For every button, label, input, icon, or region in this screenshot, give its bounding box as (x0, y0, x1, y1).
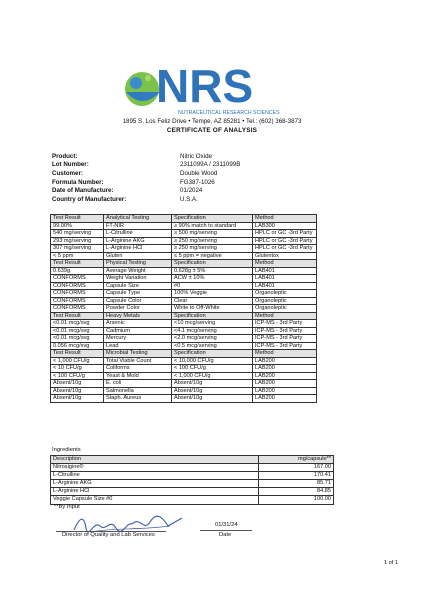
ingredient-row (51, 472, 334, 480)
header-cell: Specification (172, 215, 253, 223)
table-cell: 0.056 mcg/svg (51, 342, 104, 350)
table-cell: Absent/10g (172, 380, 253, 388)
table-cell: < 100 CFU/g (51, 372, 104, 380)
table-row (51, 372, 317, 380)
info-value: 2311099A / 2311099B (180, 161, 241, 169)
table-cell: LAB300 (253, 222, 317, 230)
table-cell: Absent/10g (172, 395, 253, 403)
ingredient-row (51, 496, 334, 504)
table-cell: ≥ 250 mg/serving (172, 237, 253, 245)
table-cell: White to Off-White (172, 305, 253, 313)
analysis-table (50, 214, 317, 403)
table-cell: CONFORMS (51, 275, 104, 283)
table-row (51, 237, 317, 245)
header-cell: Heavy Metals (104, 312, 172, 320)
header-cell: Method (253, 215, 317, 223)
table-cell: ICP-MS - 3rd Party (253, 327, 317, 335)
header-cell: mg/capsule** (259, 456, 334, 464)
table-row (51, 335, 317, 343)
table-cell: HPLC or GC -3rd Party (253, 237, 317, 245)
ingredient-amount: 84.85 (259, 488, 334, 496)
table-cell: < 5 ppm (51, 252, 104, 260)
table-cell: CONFORMS (51, 305, 104, 313)
ingredients-footnote: **By Input (54, 504, 80, 510)
table-cell: < 1,000 CFU/g (51, 357, 104, 365)
table-row (51, 252, 317, 260)
table-cell: Absent/10g (51, 395, 104, 403)
header-cell: Analytical Testing (104, 215, 172, 223)
table-cell: CONFORMS (51, 290, 104, 298)
table-cell: LAB200 (253, 395, 317, 403)
company-address: 1895 S. Los Feliz Drive • Tempe, AZ 85281 • Tel.: (602) 368-3873 (122, 118, 302, 125)
table-header-row (51, 350, 317, 358)
page-number: 1 of 1 (384, 560, 398, 566)
table-cell: Capsule Color (104, 297, 172, 305)
header-cell: Specification (172, 260, 253, 268)
table-cell: 293 mg/serving (51, 237, 104, 245)
table-row (51, 267, 317, 275)
table-row (51, 357, 317, 365)
ingredient-name: L-Citrulline (51, 472, 259, 480)
table-row (51, 387, 317, 395)
table-cell: L-Arginine HCl (104, 245, 172, 253)
header-cell: Test Result (51, 215, 104, 223)
ingredient-amount: 170.41 (259, 472, 334, 480)
table-cell: ≥ 250 mg/serving (172, 245, 253, 253)
table-cell: <10 mcg/serving (172, 320, 253, 328)
table-cell: Gluten (104, 252, 172, 260)
table-cell: 307 mg/serving (51, 245, 104, 253)
ingredient-row (51, 464, 334, 472)
info-value: Nitric Oxide (180, 152, 212, 160)
table-row (51, 395, 317, 403)
header-cell: Description (51, 456, 259, 464)
table-cell: ICP-MS - 3rd Party (253, 335, 317, 343)
ingredient-amount: 167.00 (259, 464, 334, 472)
table-cell: HPLC or GC -3rd Party (253, 245, 317, 253)
info-row (52, 195, 312, 204)
table-header-row (51, 312, 317, 320)
info-row (52, 178, 312, 187)
info-value: FG387-1026 (180, 178, 215, 186)
ingredient-amount: 100.00 (259, 496, 334, 504)
table-cell: Clear (172, 297, 253, 305)
info-label: Date of Manufacture: (52, 187, 114, 195)
logo-subtitle: NUTRACEUTICAL RESEARCH SCIENCES (178, 110, 280, 116)
ingredient-name: L-Arginine HCl (51, 488, 259, 496)
table-cell: 0.639g (51, 267, 104, 275)
ingredient-row (51, 480, 334, 488)
table-cell: Glutentox (253, 252, 317, 260)
table-cell: Coliforms (104, 365, 172, 373)
logo-mortar-icon (125, 72, 160, 106)
table-row (51, 327, 317, 335)
table-cell: ICP-MS - 3rd Party (253, 320, 317, 328)
ingredient-name: Nitrosigine® (51, 464, 259, 472)
info-value: 01/2024 (180, 187, 203, 195)
info-label: Country of Manufacturer: (52, 195, 127, 203)
header-cell: Method (253, 350, 317, 358)
product-info (52, 152, 312, 204)
table-cell: ACW ± 10% (172, 275, 253, 283)
document-title: CERTIFICATE OF ANALYSIS (166, 127, 258, 134)
table-row (51, 275, 317, 283)
table-row (51, 320, 317, 328)
logo-text: NRS (156, 60, 254, 112)
table-cell: #0 (172, 282, 253, 290)
info-row (52, 161, 312, 170)
table-cell: Salmonella (104, 387, 172, 395)
table-cell: 100% Veggie (172, 290, 253, 298)
table-cell: LAB200 (253, 372, 317, 380)
table-cell: <4.1 mcg/serving (172, 327, 253, 335)
table-cell: Staph. Aureus (104, 395, 172, 403)
header-cell: Method (253, 260, 317, 268)
table-cell: Capsule Type (104, 290, 172, 298)
table-cell: <0.01 mcg/svg (51, 335, 104, 343)
info-label: Lot Number: (52, 161, 89, 169)
table-cell: Absent/10g (172, 387, 253, 395)
table-cell: Yeast & Mold (104, 372, 172, 380)
info-row (52, 169, 312, 178)
info-label: Product: (52, 152, 78, 160)
table-cell: 99.00% (51, 222, 104, 230)
table-cell: LAB200 (253, 357, 317, 365)
table-cell: Mercury (104, 335, 172, 343)
table-row (51, 342, 317, 350)
info-row (52, 186, 312, 195)
date-label: Date (219, 532, 232, 538)
table-row (51, 380, 317, 388)
table-cell: Arsenic (104, 320, 172, 328)
table-cell: LAB200 (253, 387, 317, 395)
table-cell: <0.01 mcg/svg (51, 320, 104, 328)
info-value: U.S.A. (180, 195, 198, 203)
header-cell: Test Result (51, 260, 104, 268)
table-cell: < 100 CFU/g (172, 365, 253, 373)
header-cell: Specification (172, 312, 253, 320)
table-cell: L-Citrulline (104, 230, 172, 238)
ingredients-title: Ingredients (52, 447, 81, 453)
table-row (51, 245, 317, 253)
ingredient-row (51, 488, 334, 496)
ingredient-name: L-Arginine AKG (51, 480, 259, 488)
table-cell: <2.0 mcg/serving (172, 335, 253, 343)
table-cell: ≥ 90% match to standard (172, 222, 253, 230)
table-cell: <0.01 mcg/svg (51, 327, 104, 335)
ingredient-amount: 85.71 (259, 480, 334, 488)
table-cell: ≤ 5 ppm = negative (172, 252, 253, 260)
table-cell: LAB401 (253, 275, 317, 283)
table-row (51, 297, 317, 305)
info-label: Formula Number: (52, 178, 104, 186)
table-cell: L-Arginine AKG (104, 237, 172, 245)
table-cell: < 10 CFU/g (51, 365, 104, 373)
ingredients-table (50, 455, 334, 505)
table-cell: Weight Variation (104, 275, 172, 283)
table-cell: LAB401 (253, 267, 317, 275)
table-cell: CONFORMS (51, 282, 104, 290)
header-cell: Test Result (51, 350, 104, 358)
table-cell: LAB200 (253, 380, 317, 388)
table-cell: Capsule Size (104, 282, 172, 290)
signatory-title: Director of Quality and Lab Services (62, 532, 155, 538)
table-cell: Organoleptic (253, 297, 317, 305)
table-cell: FT-NIR (104, 222, 172, 230)
info-label: Customer: (52, 169, 83, 177)
table-header-row (51, 215, 317, 223)
table-row (51, 305, 317, 313)
table-row (51, 230, 317, 238)
ingredients-header-row (51, 456, 334, 464)
table-cell: Average Weight (104, 267, 172, 275)
table-cell: Absent/10g (51, 380, 104, 388)
table-cell: E. coli (104, 380, 172, 388)
header-cell: Microbial Testing (104, 350, 172, 358)
table-cell: LAB401 (253, 282, 317, 290)
date-line (200, 530, 252, 531)
header-cell: Test Result (51, 312, 104, 320)
nrs-logo (118, 56, 308, 118)
info-value: Double Wood (180, 169, 218, 177)
table-cell: ICP-MS - 3rd Party (253, 342, 317, 350)
header-cell: Specification (172, 350, 253, 358)
table-cell: < 1,000 CFU/g (172, 372, 253, 380)
table-cell: Absent/10g (51, 387, 104, 395)
info-row (52, 152, 312, 161)
table-cell: CONFORMS (51, 297, 104, 305)
table-header-row (51, 260, 317, 268)
table-cell: Organoleptic (253, 290, 317, 298)
signoff-date: 01/31/24 (215, 522, 238, 528)
table-cell: Organoleptic (253, 305, 317, 313)
table-cell: HPLC or GC -3rd Party (253, 230, 317, 238)
table-cell: ≥ 500 mg/serving (172, 230, 253, 238)
table-cell: <0.5 mcg/serving (172, 342, 253, 350)
table-row (51, 282, 317, 290)
table-cell: Powder Color (104, 305, 172, 313)
header-cell: Physical Testing (104, 260, 172, 268)
ingredient-name: Veggie Capsule Size #0 (51, 496, 259, 504)
table-cell: Lead (104, 342, 172, 350)
table-row (51, 222, 317, 230)
table-cell: < 10,000 CFU/g (172, 357, 253, 365)
table-row (51, 290, 317, 298)
table-cell: LAB200 (253, 365, 317, 373)
table-cell: Total Viable Count (104, 357, 172, 365)
table-cell: 540 mg/serving (51, 230, 104, 238)
table-cell: Cadmium (104, 327, 172, 335)
table-cell: 0.628g ± 5% (172, 267, 253, 275)
header-cell: Method (253, 312, 317, 320)
table-row (51, 365, 317, 373)
